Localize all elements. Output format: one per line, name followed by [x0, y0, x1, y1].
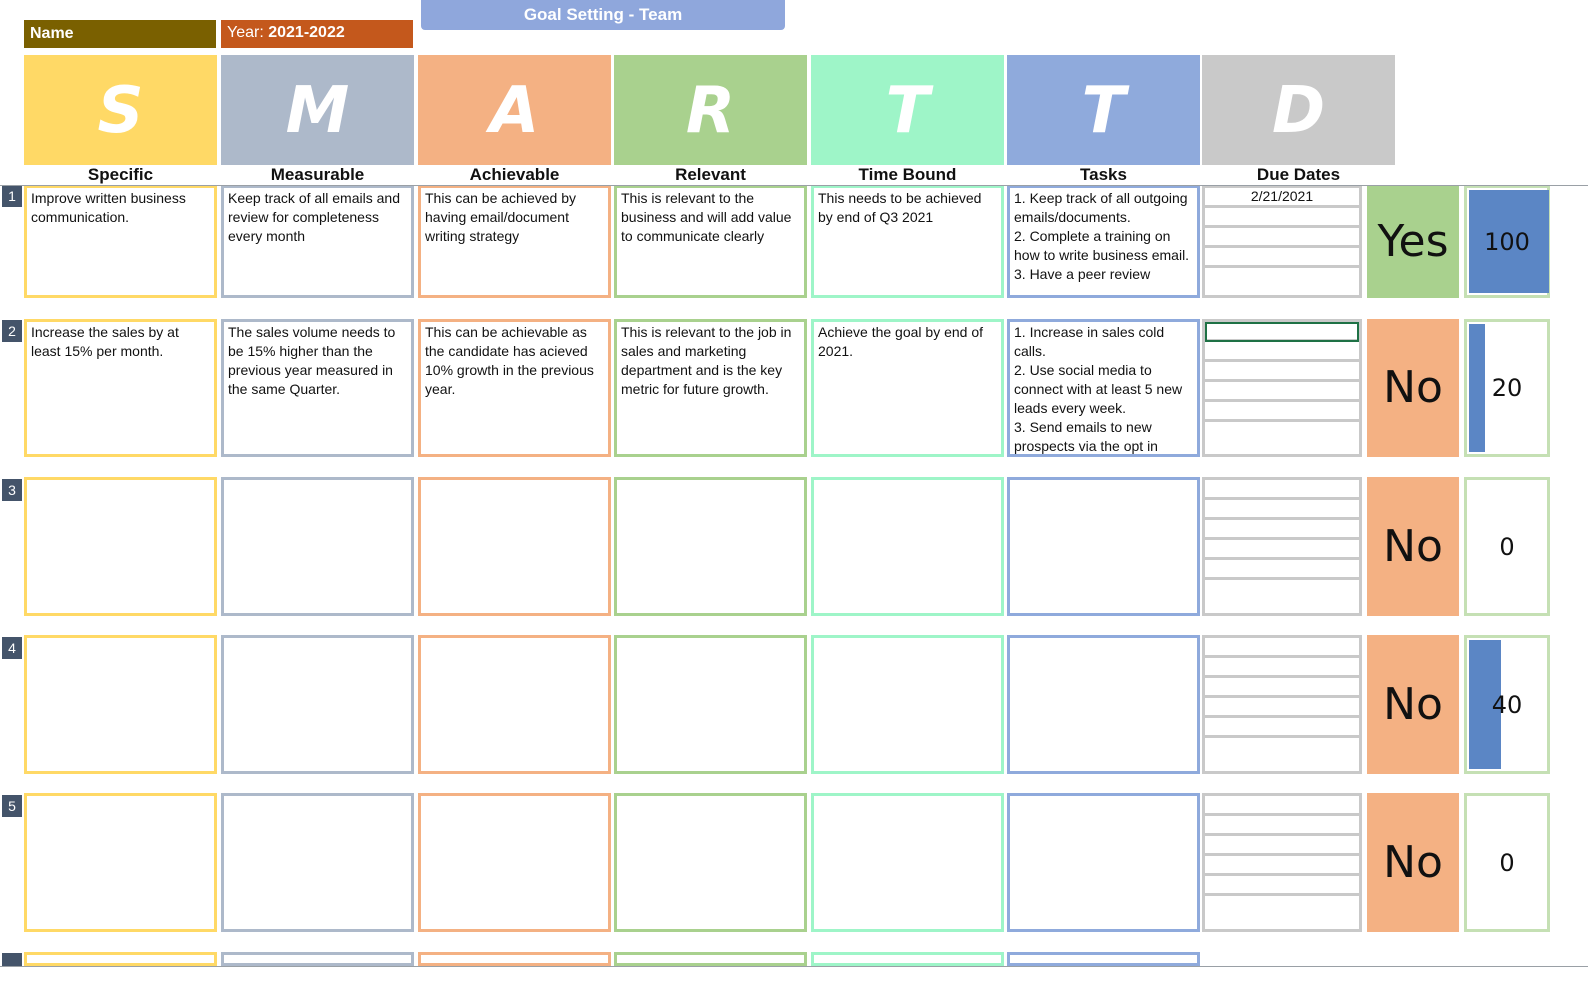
column-header-measurable: Measurable: [221, 165, 414, 185]
next-row-cell-edge: [418, 952, 611, 966]
column-header-tasks: Tasks: [1007, 165, 1200, 185]
column-header-time-bound: Time Bound: [811, 165, 1004, 185]
header-divider: [0, 185, 1588, 186]
due-date-line[interactable]: [1205, 718, 1359, 738]
due-date-line[interactable]: [1205, 580, 1359, 597]
due-date-line[interactable]: [1205, 876, 1359, 896]
due-date-line[interactable]: [1205, 698, 1359, 718]
tasks-cell[interactable]: 1. Keep track of all outgoing emails/documents. 2. Complete a training on how to write business email. 3. Have a peer review: [1007, 185, 1200, 298]
letter-block-tasks: T: [1007, 55, 1200, 165]
row-number-partial: [2, 953, 22, 966]
next-row-cell-edge: [24, 952, 217, 966]
time-bound-cell[interactable]: This needs to be achieved by end of Q3 2021: [811, 185, 1004, 298]
specific-cell[interactable]: [24, 793, 217, 932]
due-date-line[interactable]: [1205, 228, 1359, 248]
tasks-cell[interactable]: [1007, 477, 1200, 616]
specific-cell[interactable]: [24, 635, 217, 774]
due-date-entry[interactable]: [1205, 796, 1359, 816]
time-bound-cell[interactable]: [811, 635, 1004, 774]
due-dates-cell[interactable]: [1202, 477, 1362, 616]
due-date-line[interactable]: [1205, 362, 1359, 382]
achievable-cell[interactable]: [418, 477, 611, 616]
due-date-line[interactable]: [1205, 268, 1359, 285]
measurable-cell[interactable]: [221, 635, 414, 774]
due-date-line[interactable]: [1205, 248, 1359, 268]
letter-block-relevant: R: [614, 55, 807, 165]
due-dates-cell[interactable]: [1202, 185, 1362, 298]
due-date-entry[interactable]: 2/21/2021: [1205, 188, 1359, 208]
due-date-line[interactable]: [1205, 856, 1359, 876]
due-date-line[interactable]: [1205, 402, 1359, 422]
column-header-achievable: Achievable: [418, 165, 611, 185]
achievable-cell[interactable]: This can be achievable as the candidate has acieved 10% growth in the previous year.: [418, 319, 611, 457]
time-bound-cell[interactable]: Achieve the goal by end of 2021.: [811, 319, 1004, 457]
letter-block-time-bound: T: [811, 55, 1004, 165]
letter-block-specific: S: [24, 55, 217, 165]
due-date-entry[interactable]: [1205, 638, 1359, 658]
due-date-line[interactable]: [1205, 678, 1359, 698]
row-number: 4: [2, 637, 22, 659]
column-header-specific: Specific: [24, 165, 217, 185]
due-date-line[interactable]: [1205, 540, 1359, 560]
relevant-cell[interactable]: [614, 793, 807, 932]
column-header-due-dates: Due Dates: [1202, 165, 1395, 185]
goal-status: No: [1367, 319, 1459, 457]
progress-value: 20: [1491, 374, 1523, 402]
relevant-cell[interactable]: This is relevant to the job in sales and marketing department and is the key metric for future growth.: [614, 319, 807, 457]
row-number: 5: [2, 795, 22, 817]
due-date-line[interactable]: [1205, 382, 1359, 402]
measurable-cell[interactable]: Keep track of all emails and review for completeness every month: [221, 185, 414, 298]
measurable-cell[interactable]: The sales volume needs to be 15% higher than the previous year measured in the same Quarter.: [221, 319, 414, 457]
name-label[interactable]: Name: [24, 20, 216, 48]
letter-block-due-dates: D: [1202, 55, 1395, 165]
next-row-cell-edge: [221, 952, 414, 966]
row-number: 2: [2, 320, 22, 342]
year-field[interactable]: [221, 20, 413, 48]
due-date-line[interactable]: [1205, 422, 1359, 439]
due-date-line[interactable]: [1205, 520, 1359, 540]
progress-value: 40: [1491, 690, 1523, 719]
progress-cell: [1464, 185, 1550, 298]
due-dates-cell[interactable]: [1202, 319, 1362, 457]
relevant-cell[interactable]: [614, 635, 807, 774]
year-prefix: Year:: [227, 24, 269, 41]
next-row-cell-edge: [614, 952, 807, 966]
due-date-line[interactable]: [1205, 342, 1359, 362]
progress-cell: [1464, 477, 1550, 616]
due-date-line[interactable]: [1205, 896, 1359, 913]
measurable-cell[interactable]: [221, 793, 414, 932]
progress-cell: [1464, 635, 1550, 774]
achievable-cell[interactable]: This can be achieved by having email/document writing strategy: [418, 185, 611, 298]
progress-value: 0: [1499, 532, 1515, 561]
due-date-entry[interactable]: [1205, 322, 1359, 342]
specific-cell[interactable]: Increase the sales by at least 15% per month.: [24, 319, 217, 457]
due-dates-cell[interactable]: [1202, 635, 1362, 774]
due-date-line[interactable]: [1205, 816, 1359, 836]
letter-block-measurable: M: [221, 55, 414, 165]
sheet-title: Goal Setting - Team: [421, 0, 785, 30]
goal-status: No: [1367, 793, 1459, 932]
tasks-cell[interactable]: 1. Increase in sales cold calls. 2. Use social media to connect with at least 5 new leads every week. 3. Send emails to new prospects via the opt in: [1007, 319, 1200, 457]
column-header-relevant: Relevant: [614, 165, 807, 185]
relevant-cell[interactable]: [614, 477, 807, 616]
achievable-cell[interactable]: [418, 793, 611, 932]
row-number: 3: [2, 479, 22, 501]
letter-block-achievable: A: [418, 55, 611, 165]
progress-cell: [1464, 793, 1550, 932]
tasks-cell[interactable]: [1007, 635, 1200, 774]
due-date-line[interactable]: [1205, 500, 1359, 520]
progress-cell: [1464, 319, 1550, 457]
due-date-line[interactable]: [1205, 208, 1359, 228]
goal-status: No: [1367, 635, 1459, 774]
progress-value: 100: [1484, 227, 1530, 256]
relevant-cell[interactable]: This is relevant to the business and will add value to communicate clearly: [614, 185, 807, 298]
goal-status: Yes: [1367, 185, 1459, 298]
due-date-line[interactable]: [1205, 738, 1359, 755]
due-date-line[interactable]: [1205, 560, 1359, 580]
next-row-cell-edge: [1007, 952, 1200, 966]
goal-status: No: [1367, 477, 1459, 616]
achievable-cell[interactable]: [418, 635, 611, 774]
measurable-cell[interactable]: [221, 477, 414, 616]
sheet-bottom-edge: [0, 966, 1588, 981]
time-bound-cell[interactable]: [811, 793, 1004, 932]
tasks-cell[interactable]: [1007, 793, 1200, 932]
due-date-line[interactable]: [1205, 836, 1359, 856]
row-number: 1: [2, 185, 22, 207]
time-bound-cell[interactable]: [811, 477, 1004, 616]
next-row-cell-edge: [811, 952, 1004, 966]
due-date-entry[interactable]: [1205, 480, 1359, 500]
progress-value: 0: [1499, 848, 1515, 877]
due-dates-cell[interactable]: [1202, 793, 1362, 932]
year-value: 2021-2022: [268, 24, 345, 41]
due-date-line[interactable]: [1205, 658, 1359, 678]
specific-cell[interactable]: [24, 477, 217, 616]
specific-cell[interactable]: Improve written business communication.: [24, 185, 217, 298]
